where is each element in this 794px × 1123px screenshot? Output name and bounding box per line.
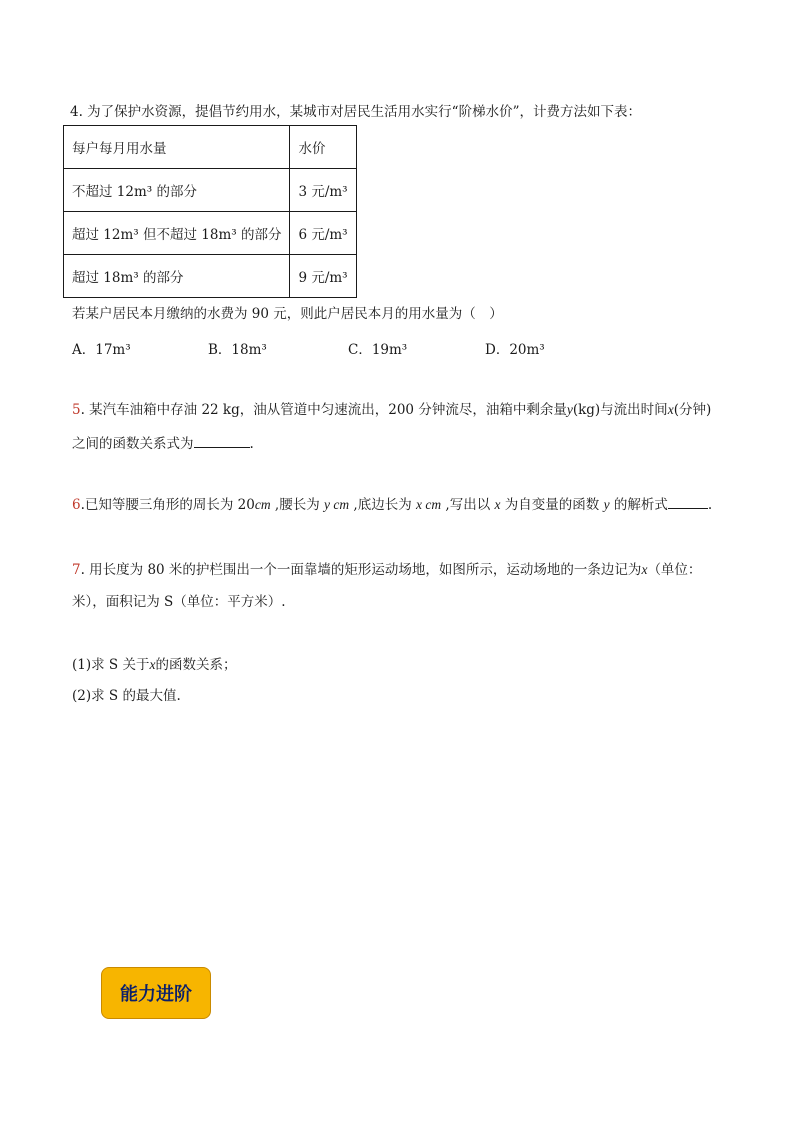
water-price-table [63,125,357,298]
section-badge: 能力进阶 [101,967,211,1019]
table-cell: 3 元/m³ [290,169,356,212]
table-header-price: 水价 [290,126,356,169]
answer-blank[interactable] [668,494,708,509]
table-header-usage: 每户每月用水量 [64,126,290,169]
table-row [64,169,357,212]
table-row [64,255,357,298]
option-c[interactable]: C．19m³ [348,342,408,358]
q5-number: 5 [72,402,81,418]
q7-line1: 7. 用长度为 80 米的护栏围出一个一面靠墙的矩形运动场地，如图所示，运动场地的一条边记为x（单位： [72,562,702,578]
option-a[interactable]: A．17m³ [72,342,131,358]
table-cell: 6 元/m³ [290,212,356,255]
answer-blank[interactable] [194,433,250,448]
q5-line1: 5. 某汽车油箱中存油 22 kg，油从管道中匀速流出，200 分钟流尽，油箱中剩余量y(kg)与流出时间x(分钟) [72,402,712,418]
table-header-row [64,126,357,169]
table-row [64,212,357,255]
table-cell: 超过 12m³ 但不超过 18m³ 的部分 [64,212,290,255]
q6-number: 6 [72,497,81,513]
q7-sub1: (1)求 S 关于x的函数关系； [72,657,237,673]
q7-number: 7 [72,562,81,578]
q4-number: 4 [70,104,79,120]
option-d[interactable]: D．20m³ [485,342,545,358]
table-cell: 不超过 12m³ 的部分 [64,169,290,212]
q7-sub2: (2)求 S 的最大值. [72,688,181,704]
q6-line: 6.已知等腰三角形的周长为 20cm ,腰长为 y cm ,底边长为 x cm ,写出以 x 为自变量的函数 y 的解析式 . [72,494,712,515]
q4-stem: 4. 为了保护水资源，提倡节约用水，某城市对居民生活用水实行“阶梯水价”，计费方法如下表： [70,104,641,120]
table-cell: 9 元/m³ [290,255,356,298]
option-b[interactable]: B．18m³ [208,342,267,358]
table-cell: 超过 18m³ 的部分 [64,255,290,298]
q5-line2: 之间的函数关系式为 . [72,433,254,454]
q4-question: 若某户居民本月缴纳的水费为 90 元，则此户居民本月的用水量为（ ） [72,306,503,322]
q7-line2: 米），面积记为 S（单位：平方米）. [72,594,286,610]
